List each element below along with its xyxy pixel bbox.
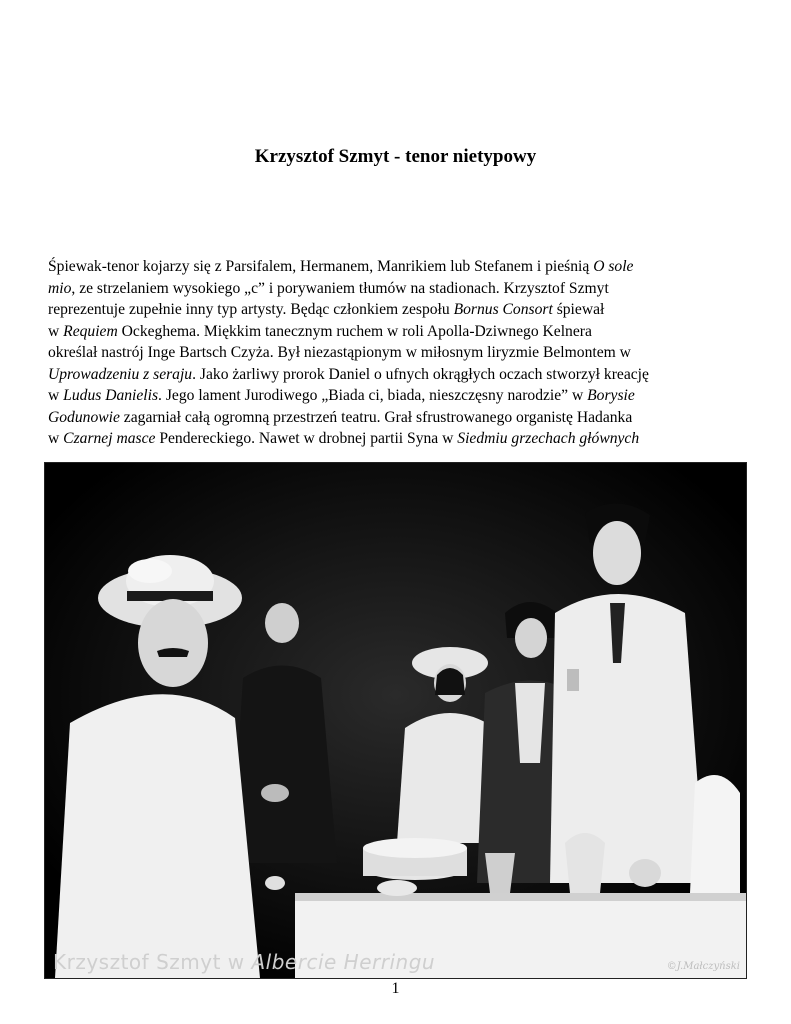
paragraph-text: w [48, 322, 64, 340]
paragraph-text: . Jego lament Jurodiwego „Biada ci, biada, nieszczęsny narodzie” w [158, 387, 588, 404]
italic-title: Czarnej masce [63, 430, 156, 447]
paragraph-line [48, 299, 752, 321]
article-paragraph [48, 256, 752, 450]
italic-title: Uprowadzeniu z seraju [48, 365, 193, 383]
stage-photo-illustration [45, 463, 746, 978]
italic-title: Ludus Danielis [63, 387, 159, 404]
paragraph-line [48, 342, 752, 364]
italic-title: Siedmiu grzechach głównych [457, 430, 640, 447]
italic-title: O sole [593, 258, 634, 275]
italic-title: Bornus Consort [453, 301, 553, 318]
paragraph-line [48, 385, 752, 407]
paragraph-text: Ockeghema. Miękkim tanecznym ruchem w roli Apolla-Dziwnego Kelnera [117, 322, 592, 340]
paragraph-line [48, 364, 752, 386]
paragraph-text: Śpiewak-tenor kojarzy się z Parsifalem, Hermanem, Manrikiem lub Stefanem i pieśnią [48, 258, 594, 275]
photographer-signature: ©J.Małczyński [666, 961, 740, 972]
photo-caption-role: Albercie Herringu [251, 950, 436, 974]
paragraph-line [48, 278, 752, 300]
paragraph-line [48, 428, 752, 450]
paragraph-line [48, 407, 752, 429]
stage-photo [44, 462, 747, 979]
paragraph-text: . Jako żarliwy prorok Daniel o ufnych okrągłych oczach stworzył kreację [192, 365, 649, 383]
paragraph-line [48, 321, 752, 343]
italic-title: Requiem [63, 322, 118, 340]
photo-caption [53, 950, 435, 974]
italic-title: Borysie [587, 387, 635, 404]
paragraph-text: w [48, 430, 64, 447]
paragraph-text: , ze strzelaniem wysokiego „c” i porywaniem tłumów na stadionach. Krzysztof Szmyt [71, 279, 609, 297]
italic-title: mio [48, 279, 72, 297]
paragraph-text: śpiewał [552, 301, 605, 318]
paragraph-text: reprezentuje zupełnie inny typ artysty. Będąc członkiem zespołu [48, 301, 454, 318]
page-title: Krzysztof Szmyt - tenor nietypowy [254, 146, 537, 167]
paragraph-text: Pendereckiego. Nawet w drobnej partii Syna w [155, 430, 458, 447]
paragraph-text: określał nastrój Inge Bartsch Czyża. Był niezastąpionym w miłosnym liryzmie Belmontem w [48, 344, 631, 361]
paragraph-line [48, 256, 752, 278]
paragraph-text: w [48, 387, 64, 404]
paragraph-text: zagarniał całą ogromną przestrzeń teatru. Grał sfrustrowanego organistę Hadanka [119, 408, 633, 426]
italic-title: Godunowie [48, 408, 120, 426]
page-number: 1 [391, 980, 400, 997]
photo-caption-name: Krzysztof Szmyt w [53, 950, 252, 974]
